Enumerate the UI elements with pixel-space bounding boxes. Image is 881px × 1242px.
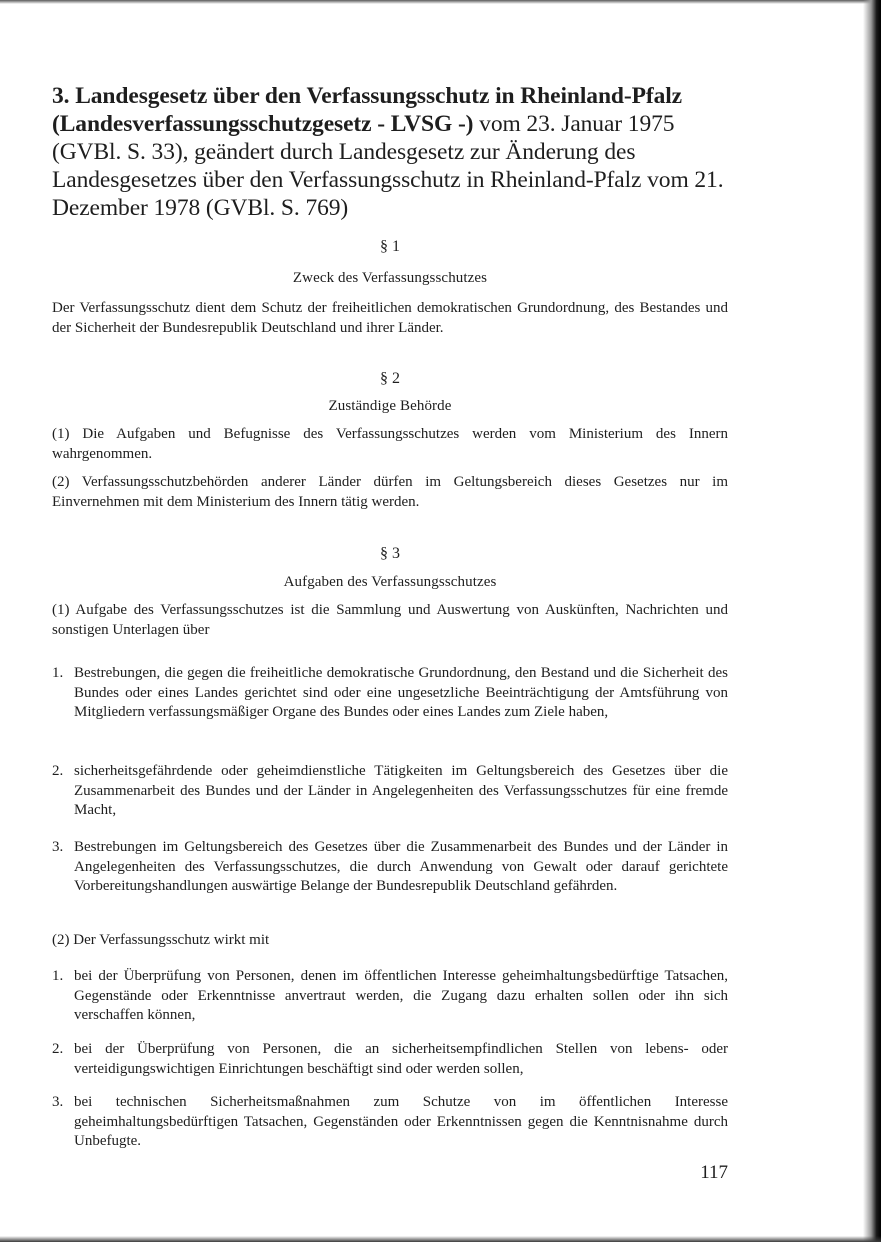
list-item (52, 838, 728, 897)
paragraph: (2) Verfassungsschutzbehörden anderer Länder dürfen im Geltungsbereich dieses Gesetzes nur im Einvernehmen mit dem Ministerium des Innern tätig werden. (52, 474, 728, 510)
section-1 (52, 238, 728, 338)
paragraph: Der Verfassungsschutz dient dem Schutz der freiheitlichen demokratischen Grundordnung, des Bestandes und der Sicherheit der Bundesrepublik Deutschland und ihrer Länder. (52, 300, 728, 336)
list-item-number: 2. (52, 1041, 64, 1057)
list-item-text: bei der Überprüfung von Personen, denen im öffentlichen Interesse geheimhaltungsbedürftige Tatsachen, Gegenstände oder Erkenntnisse anvertraut werden, die Zugang dazu erhalten sollen oder ihn sich verschaffen können, (74, 968, 728, 1023)
list-item-text: sicherheitsgefährdende oder geheimdienstliche Tätigkeiten im Geltungsbereich des Gesetzes über die Zusammenarbeit des Bundes und der Länder in Angelegenheiten des Verfassungsschutzes für eine fremde Macht, (74, 763, 728, 818)
document-title-rest: vom 23. Januar 1975 (GVBl. S. 33), geändert durch Landesgesetz zur Änderung des Landesgesetzes über den Verfassungsschutz in Rheinland-Pfalz vom 21. Dezember 1978 (GVBl. S. 769) (52, 111, 724, 221)
section-2 (52, 370, 728, 512)
scan-binding-shadow (863, 0, 881, 1242)
list-item (52, 1040, 728, 1079)
list-item-number: 3. (52, 839, 64, 855)
list-item (52, 1093, 728, 1152)
list-item-number: 3. (52, 1094, 64, 1110)
paragraph: (1) Die Aufgaben und Befugnisse des Verfassungsschutzes werden vom Ministerium des Innern wahrgenommen. (52, 426, 728, 462)
list-item-text: bei der Überprüfung von Personen, die an sicherheitsempfindlichen Stellen von lebens- oder verteidigungswichtigen Einrichtungen beschäftigt sind oder werden sollen, (74, 1041, 728, 1077)
paragraph: (1) Aufgabe des Verfassungsschutzes ist die Sammlung und Auswertung von Auskünften, Nachrichten und sonstigen Unterlagen über (52, 602, 728, 638)
document-title (52, 82, 728, 222)
section-heading: Zweck des Verfassungsschutzes (292, 270, 488, 286)
list-item-text: Bestrebungen, die gegen die freiheitliche demokratische Grundordnung, den Bestand und die Sicherheit des Bundes oder eines Landes gerichtet sind oder eine ungesetzliche Beeinträchtigung der Amtsführung von Mitgliedern verfassungsmäßiger Organe des Bundes oder eines Landes zum Ziele haben, (74, 665, 728, 720)
list-item-number: 2. (52, 763, 64, 779)
list-item (52, 967, 728, 1026)
list-item-text: bei technischen Sicherheitsmaßnahmen zum Schutze von im öffentlichen Interesse geheimhaltungsbedürftigen Tatsachen, Gegenständen oder Erkenntnissen gegen die Kenntnisnahme durch Unbefugte. (74, 1094, 728, 1149)
list-item-number: 1. (52, 665, 64, 681)
list-item (52, 664, 728, 723)
page-number: 117 (700, 1162, 728, 1183)
document-title-bold: 3. Landesgesetz über den Verfassungsschutz in Rheinland-Pfalz (Landesverfassungsschutzgesetz - LVSG -) (52, 83, 682, 137)
scan-edge-top (0, 0, 881, 4)
section-3 (52, 545, 728, 640)
list-item (52, 762, 728, 821)
section-sign: § 3 (380, 545, 400, 562)
section-heading: Zuständige Behörde (328, 398, 452, 414)
list-item-text: Bestrebungen im Geltungsbereich des Gesetzes über die Zusammenarbeit des Bundes und der Länder in Angelegenheiten des Verfassungsschutzes, die durch Anwendung von Gewalt oder darauf gerichtete Vorbereitungshandlungen auswärtige Belange der Bundesrepublik Deutschland gefährden. (74, 839, 728, 894)
section-sign: § 2 (380, 370, 400, 387)
scan-edge-bottom (0, 1236, 881, 1242)
section-sign: § 1 (380, 238, 400, 255)
list-item-number: 1. (52, 968, 64, 984)
paragraph: (2) Der Verfassungsschutz wirkt mit (52, 932, 270, 948)
section-heading: Aufgaben des Verfassungsschutzes (283, 574, 497, 590)
